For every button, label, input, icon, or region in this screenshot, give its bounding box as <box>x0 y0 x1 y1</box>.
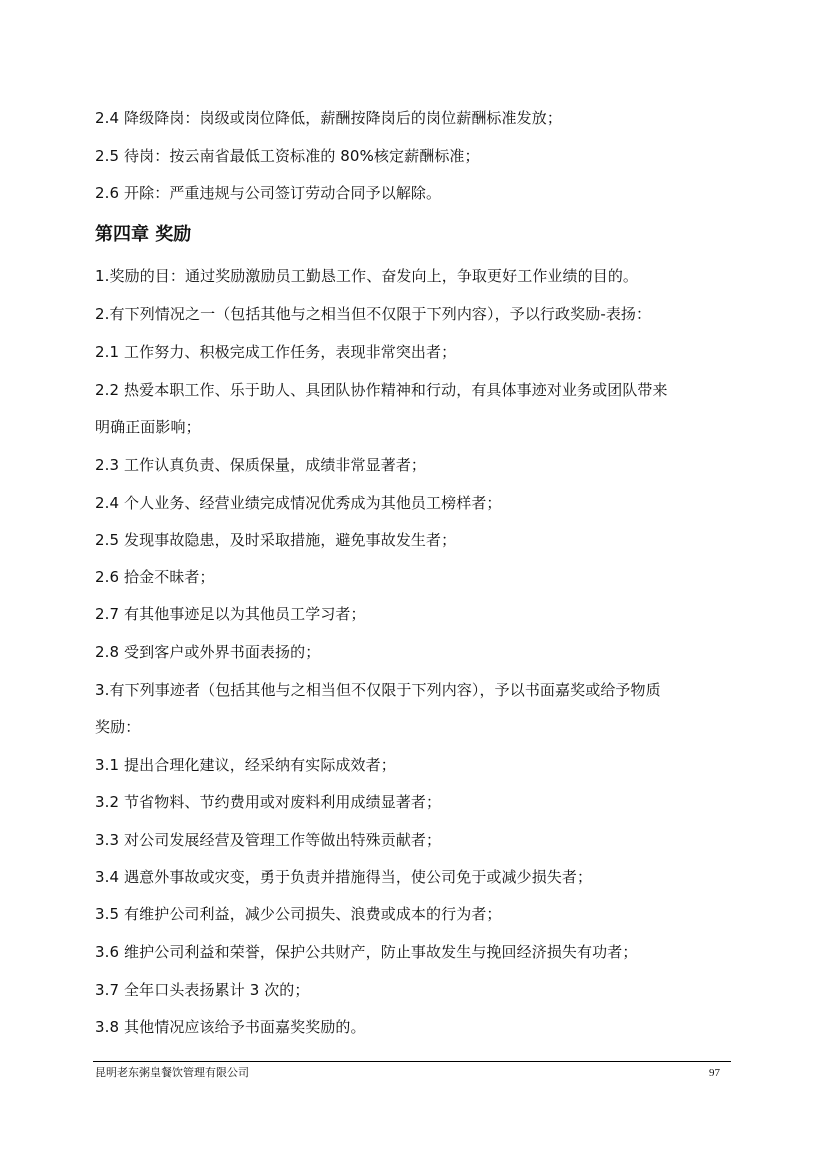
body-line: 奖励： <box>95 718 141 736</box>
clause-2-5: 2.5 待岗：按云南省最低工资标准的 80%核定薪酬标准； <box>95 147 480 165</box>
body-line: 3.8 其他情况应该给予书面嘉奖奖励的。 <box>95 1018 366 1036</box>
body-line: 1.奖励的目：通过奖励激励员工勤恳工作、奋发向上，争取更好工作业绩的目的。 <box>95 267 639 285</box>
clause-2-4: 2.4 降级降岗：岗级或岗位降低，薪酬按降岗后的岗位薪酬标准发放； <box>95 109 562 127</box>
body-line: 3.2 节省物料、节约费用或对废料利用成绩显著者； <box>95 793 442 811</box>
body-line: 2.2 热爱本职工作、乐于助人、具团队协作精神和行动，有具体事迹对业务或团队带来 <box>95 381 668 399</box>
chapter-heading: 第四章 奖励 <box>95 224 192 245</box>
body-line: 2.6 拾金不昧者； <box>95 568 215 586</box>
body-line: 2.有下列情况之一（包括其他与之相当但不仅限于下列内容），予以行政奖励-表扬： <box>95 305 652 323</box>
footer-divider <box>93 1061 731 1062</box>
body-line: 2.8 受到客户或外界书面表扬的； <box>95 643 321 661</box>
body-line: 2.3 工作认真负责、保质保量，成绩非常显著者； <box>95 456 427 474</box>
body-line: 2.5 发现事故隐患，及时采取措施，避免事故发生者； <box>95 531 457 549</box>
footer-company-name: 昆明老东粥皇餐饮管理有限公司 <box>95 1066 249 1079</box>
body-line: 2.7 有其他事迹足以为其他员工学习者； <box>95 605 366 623</box>
body-line: 2.1 工作努力、积极完成工作任务，表现非常突出者； <box>95 343 457 361</box>
clause-2-6: 2.6 开除：严重违规与公司签订劳动合同予以解除。 <box>95 184 442 202</box>
page-number: 97 <box>709 1067 720 1079</box>
body-line: 2.4 个人业务、经营业绩完成情况优秀成为其他员工榜样者； <box>95 494 502 512</box>
body-line: 3.1 提出合理化建议，经采纳有实际成效者； <box>95 756 396 774</box>
body-line: 明确正面影响； <box>95 418 201 436</box>
body-line: 3.有下列事迹者（包括其他与之相当但不仅限于下列内容），予以书面嘉奖或给予物质 <box>95 681 661 699</box>
body-line: 3.7 全年口头表扬累计 3 次的； <box>95 981 310 999</box>
body-line: 3.3 对公司发展经营及管理工作等做出特殊贡献者； <box>95 831 442 849</box>
body-line: 3.4 遇意外事故或灾变，勇于负责并措施得当，使公司免于或减少损失者； <box>95 868 593 886</box>
body-line: 3.6 维护公司利益和荣誉，保护公共财产，防止事故发生与挽回经济损失有功者； <box>95 943 638 961</box>
body-line: 3.5 有维护公司利益，减少公司损失、浪费或成本的行为者； <box>95 905 502 923</box>
